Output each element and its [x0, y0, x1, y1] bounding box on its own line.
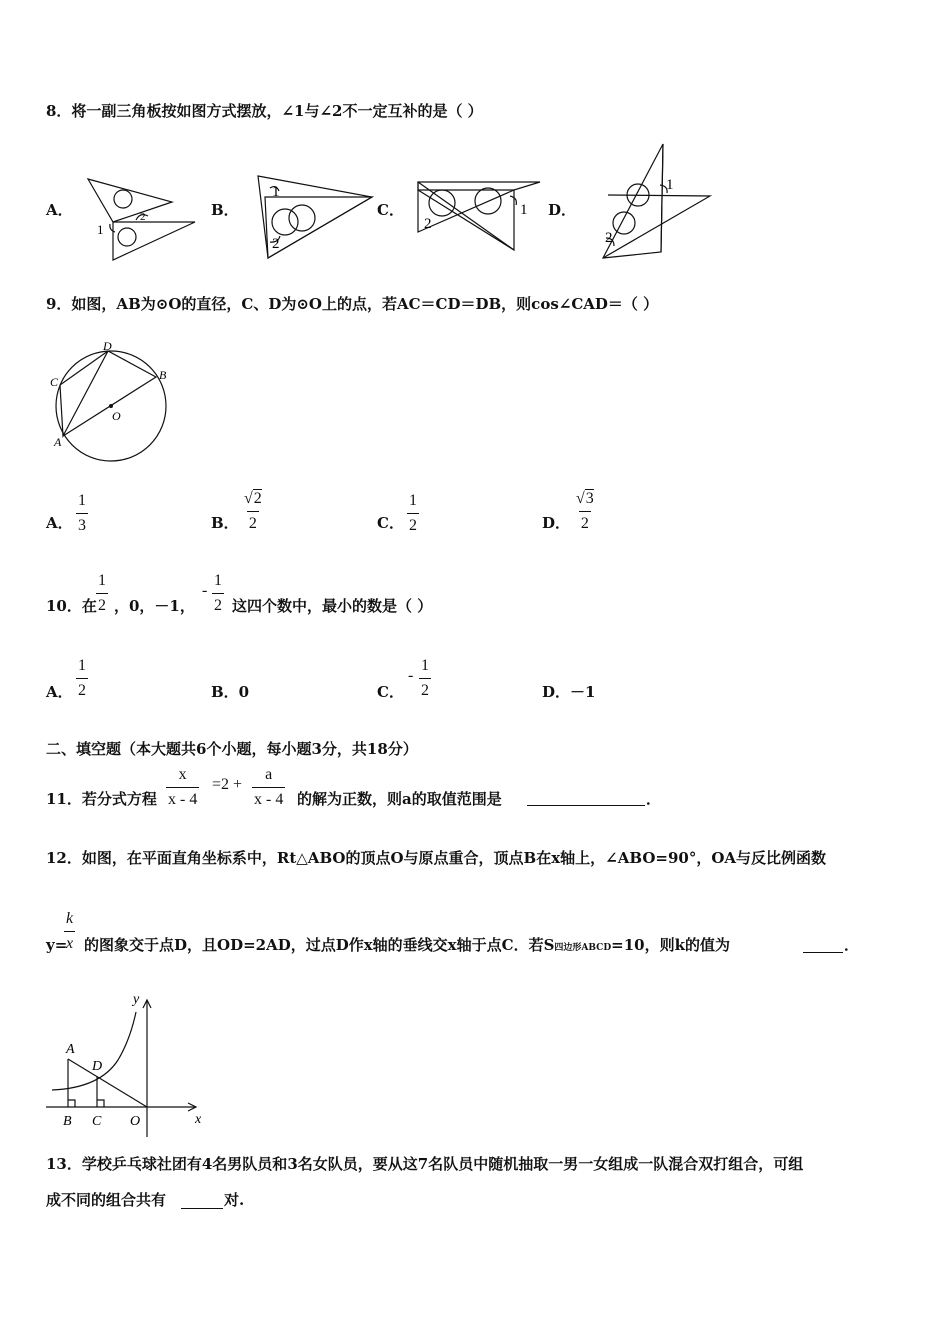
q9-point-b: B: [159, 368, 167, 382]
q8d-label-1: 1: [666, 177, 674, 193]
q8d-label-2: 2: [605, 230, 613, 246]
q10-option-d-label[interactable]: D．－1: [542, 683, 596, 701]
q12-line-2b: =10，则k的值为: [611, 936, 730, 954]
q10-option-b-label[interactable]: B．0: [211, 683, 250, 701]
q10-option-c-sign: -: [408, 667, 414, 684]
q9-option-b-frac: $\frac{√2}{2}$: [244, 490, 262, 532]
q12-label-c: C: [92, 1114, 102, 1129]
q12-label-d: D: [92, 1059, 103, 1074]
q11-equals-two-plus: =2 +: [212, 776, 243, 793]
q9-point-o: O: [112, 409, 121, 423]
q8b-label-1: 1: [272, 184, 280, 200]
q12-k-over-x-frac: $\frac{k}{x}$: [66, 910, 74, 952]
q9-option-b-label[interactable]: B．: [211, 514, 239, 532]
q9-option-d-frac: $\frac{√3}{2}$: [576, 490, 594, 532]
q9-option-c-frac: $\frac{1}{2}$: [409, 492, 417, 534]
q12-hyperbola: [52, 1012, 136, 1090]
q12-label-x: x: [195, 1112, 202, 1127]
q9-point-c: C: [50, 375, 59, 389]
q13-end: 对.: [224, 1191, 245, 1209]
q12-y-prefix: y=: [46, 936, 68, 954]
q8b-label-2: 2: [272, 236, 280, 252]
q10-option-c-label[interactable]: C．: [377, 683, 404, 701]
q11-suffix: 的解为正数，则a的取值范围是: [297, 790, 502, 808]
q11-prefix: 11．若分式方程: [46, 790, 157, 808]
q8-option-d-label[interactable]: D．: [548, 201, 577, 219]
q10-frac-2: $\frac{1}{2}$: [214, 572, 222, 614]
q13-answer-blank[interactable]: [181, 1208, 223, 1209]
q12-right-angle-b: [68, 1100, 75, 1107]
q8-option-c-label[interactable]: C．: [377, 201, 404, 219]
q9-point-a: A: [54, 435, 62, 449]
q8-option-a-label[interactable]: A．: [46, 201, 73, 219]
q11-rhs-frac: $\frac{a}{x - 4}$: [254, 766, 284, 808]
q12-end: ．: [844, 936, 860, 954]
q10-middle: ，0，－1，: [114, 597, 195, 615]
q10-suffix: 这四个数中，最小的数是（ ）: [232, 597, 433, 615]
q10-prefix: 10．在: [46, 597, 97, 615]
q8a-label-1: 1: [97, 222, 104, 237]
q12-line-1: 12．如图，在平面直角坐标系中，Rt△ABO的顶点O与原点重合，顶点B在x轴上，∠ABO=90°，OA与反比例函数: [46, 849, 827, 867]
q12-label-b: B: [63, 1114, 72, 1129]
q9-option-c-label[interactable]: C．: [377, 514, 404, 532]
q13-line-2: 成不同的组合共有: [46, 1191, 167, 1209]
q10-option-c-frac: $\frac{1}{2}$: [421, 657, 429, 699]
q9-option-d-label[interactable]: D．: [542, 514, 571, 532]
q12-right-angle-c: [97, 1100, 104, 1107]
q11-lhs-frac: $\frac{x}{x - 4}$: [168, 766, 198, 808]
q8c-label-1: 1: [520, 202, 528, 218]
q12-label-y: y: [133, 992, 140, 1007]
q8-stem: 8．将一副三角板按如图方式摆放，∠1与∠2不一定互补的是（ ）: [46, 102, 483, 120]
q12-subscript: 四边形ABCD: [554, 943, 612, 953]
q13-line-1: 13．学校乒乓球社团有4名男队员和3名女队员，要从这7名队员中随机抽取一男一女组成一队混合双打组合，可组: [46, 1155, 804, 1173]
section-2-title: 二、填空题（本大题共6个小题，每小题3分，共18分）: [46, 740, 418, 758]
q9-option-a-frac: $\frac{1}{3}$: [78, 492, 86, 534]
q9-stem: 9．如图，AB为⊙O的直径，C、D为⊙O上的点，若AC＝CD＝DB，则cos∠CAD＝（ ）: [46, 295, 659, 313]
q12-segment-ao: [68, 1059, 147, 1107]
q9-option-a-label[interactable]: A．: [46, 514, 73, 532]
q8c-label-2: 2: [424, 216, 432, 232]
q9-point-d: D: [103, 339, 112, 353]
q8a-label-2: 2: [140, 211, 146, 223]
q10-frac-2-sign: -: [202, 582, 208, 599]
q11-end: ．: [646, 790, 662, 808]
q8-option-b-label[interactable]: B．: [211, 201, 239, 219]
q10-frac-1: $\frac{1}{2}$: [98, 572, 106, 614]
q10-option-a-frac: $\frac{1}{2}$: [78, 657, 86, 699]
q10-option-a-label[interactable]: A．: [46, 683, 73, 701]
q12-label-o: O: [130, 1114, 141, 1129]
q12-label-a: A: [66, 1042, 75, 1057]
q12-line-2a: 的图象交于点D，且OD=2AD，过点D作x轴的垂线交x轴于点C．若S: [84, 936, 555, 954]
